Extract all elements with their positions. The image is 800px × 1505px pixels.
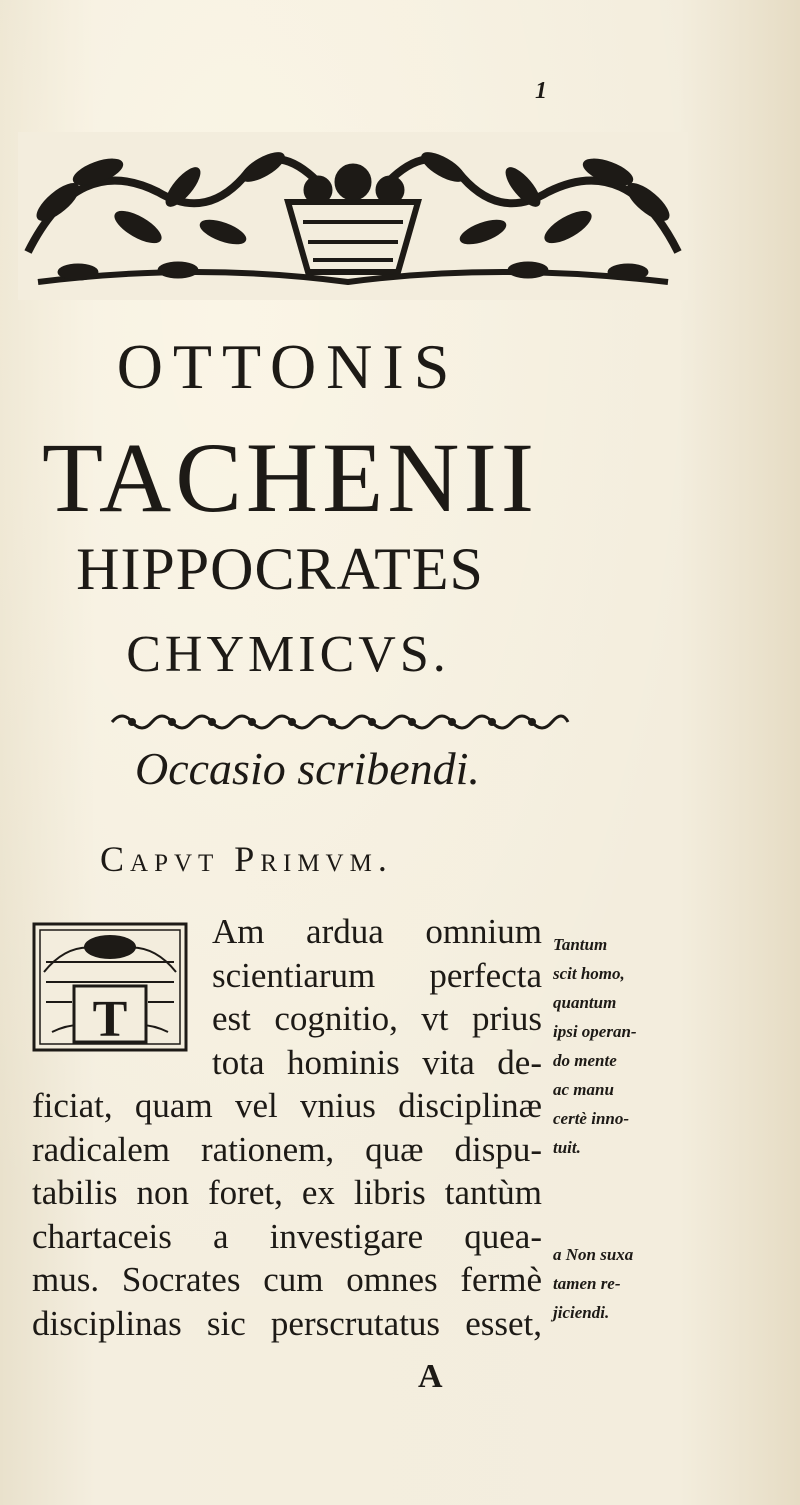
body-line: mus. Socrates cum omnes fermè xyxy=(32,1260,542,1299)
body-line: disciplinas sic perscrutatus esset, xyxy=(32,1303,542,1343)
body-line: ficiat, quam vel vnius disciplinæ xyxy=(32,1086,542,1125)
marginal-note-line: certè inno- xyxy=(553,1109,630,1128)
marginal-note-line: tuit. xyxy=(553,1138,581,1157)
body-line: chartaceis a investigare quea- xyxy=(32,1216,542,1256)
floral-headpiece-ornament xyxy=(18,132,688,300)
marginal-note-line: quantum xyxy=(553,993,617,1012)
body-line: radicalem rationem, quæ dispu- xyxy=(32,1129,542,1169)
work-title-line-1: HIPPOCRATES xyxy=(76,536,484,602)
marginal-note-line: ipsi operan- xyxy=(553,1022,637,1041)
author-first-name: OTTONIS xyxy=(116,331,460,402)
section-title: Occasio scribendi. xyxy=(135,743,480,794)
author-last-name: TACHENII xyxy=(41,422,539,533)
chapter-title: Capvt Primvm. xyxy=(100,839,393,879)
body-line: Am ardua omnium xyxy=(212,912,542,951)
drop-cap-letter: T xyxy=(92,991,128,1048)
marginal-note-line: a Non suxa xyxy=(553,1245,634,1264)
work-title-line-2: CHYMICVS. xyxy=(126,626,450,683)
marginal-note xyxy=(553,1240,683,1327)
body-line: tabilis non foret, ex libris tantùm xyxy=(32,1173,542,1212)
body-line: tota hominis vita de- xyxy=(212,1042,542,1082)
marginal-note-line: jiciendi. xyxy=(553,1303,610,1322)
body-text xyxy=(32,910,542,1345)
page-number: 1 xyxy=(535,78,547,104)
body-line: est cognitio, vt prius xyxy=(212,999,542,1038)
catchword: A xyxy=(418,1358,443,1395)
marginal-note xyxy=(553,930,683,1162)
body-line: scientiarum perfecta xyxy=(212,955,542,995)
marginal-note-line: tamen re- xyxy=(553,1274,621,1293)
marginal-note-line: do mente xyxy=(553,1051,617,1070)
marginal-note-line: ac manu xyxy=(553,1080,614,1099)
marginal-note-line: scit homo, xyxy=(553,964,625,983)
typographic-ornament-row xyxy=(108,708,572,736)
marginal-note-line: Tantum xyxy=(553,935,608,954)
